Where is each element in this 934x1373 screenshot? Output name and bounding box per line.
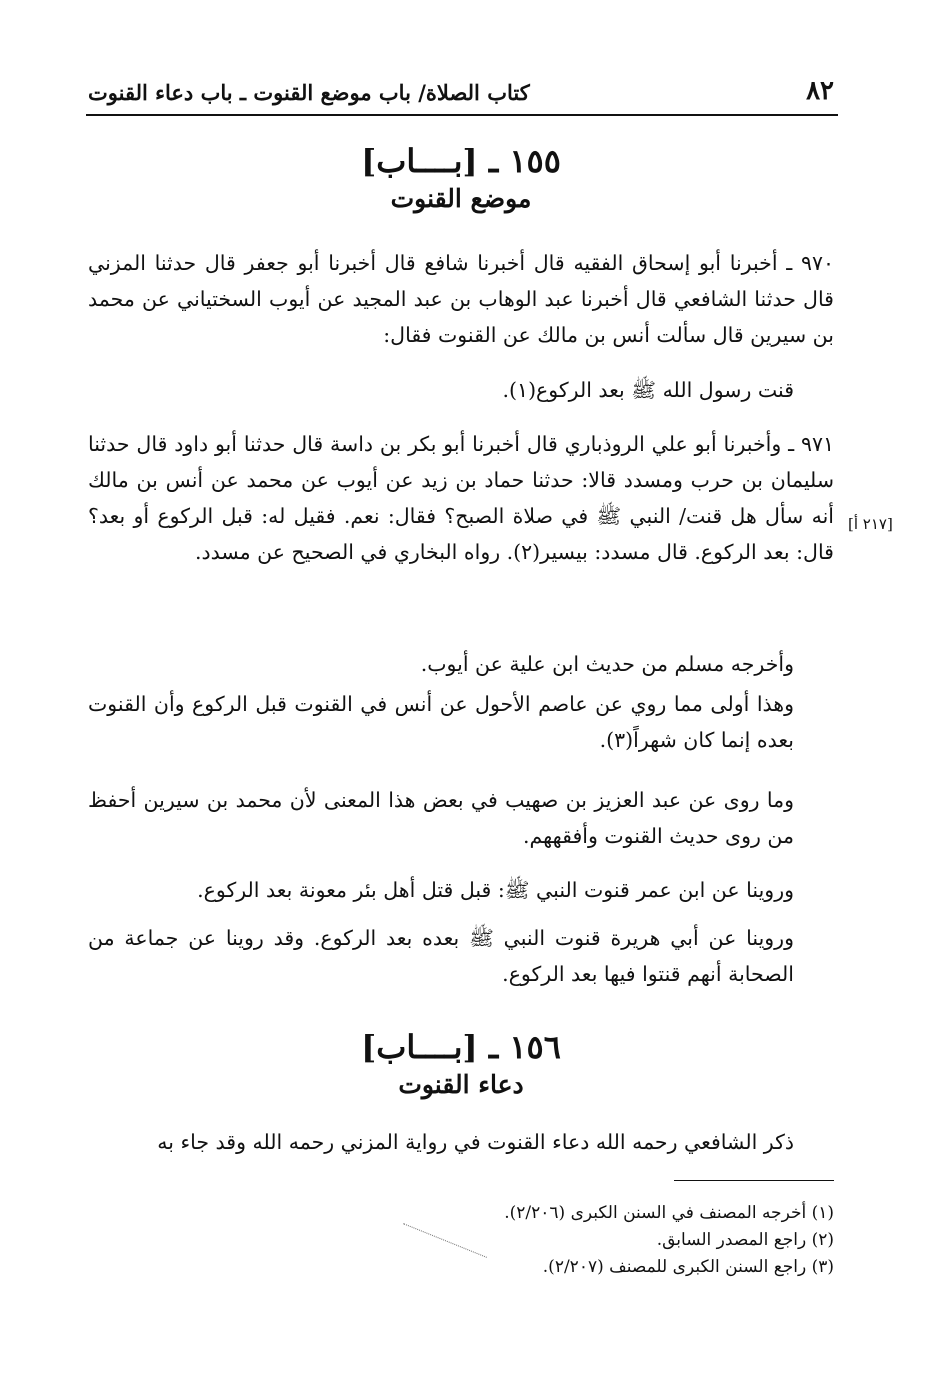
paragraph-asim: وهذا أولى مما روي عن عاصم الأحول عن أنس في القنوت قبل الركوع وأن القنوت بعده إنما كان شهراً(٣).: [88, 692, 794, 752]
paragraph-hadith-text: قنت رسول الله ﷺ بعد الركوع(١).: [502, 378, 794, 402]
paragraph-abdulaziz: وما روى عن عبد العزيز بن صهيب في بعض هذا المعنى لأن محمد بن سيرين أحفظ من روى حديث القنوت وأفقههم.: [88, 788, 794, 848]
section-title: موضع القنوت: [390, 184, 532, 213]
section-number: ١٥٥ ـ [بــــاب]: [361, 142, 561, 180]
footnote-1: (١) أخرجه المصنف في السنن الكبرى (٢/٢٠٦).: [504, 1203, 834, 1223]
page-number: ٨٢: [806, 76, 834, 106]
paragraph-971: ٩٧١ ـ وأخبرنا أبو علي الروذباري قال أخبرنا أبو بكر بن داسة قال حدثنا أبو داود قال حدثنا سليمان بن حرب ومسدد قالا: حدثنا حماد بن زيد عن أيوب عن محمد عن أنس بن مالك أنه سأل هل قنت/ النبي ﷺ في صلاة الصبح؟ فقال: نعم. فقيل له: قبل الركوع أو بعد؟ قال: بعد الركوع. قال مسدد: بيسير(٢). رواه البخاري في الصحيح عن مسدد.: [88, 432, 834, 564]
section-155-heading: [88, 142, 834, 213]
margin-note: [٢١٧ أ]: [848, 515, 893, 533]
footnote-3: (٣) راجع السنن الكبرى للمصنف (٢/٢٠٧).: [542, 1257, 834, 1277]
paragraph-ibn-umar: وروينا عن ابن عمر قنوت النبي ﷺ: قبل قتل أهل بئر معونة بعد الركوع.: [197, 878, 794, 902]
section-title: دعاء القنوت: [398, 1070, 524, 1099]
footnote-divider: [674, 1180, 834, 1181]
paragraph-abu-hurayra: وروينا عن أبي هريرة قنوت النبي ﷺ بعده بعد الركوع. وقد روينا عن جماعة من الصحابة أنهم قنتوا فيها بعد الركوع.: [88, 926, 794, 986]
footnotes: [300, 1200, 834, 1281]
paragraph-shafii: ذكر الشافعي رحمه الله دعاء القنوت في رواية المزني رحمه الله وقد جاء به: [157, 1130, 794, 1154]
section-number: ١٥٦ ـ [بــــاب]: [361, 1028, 561, 1066]
paragraph-970: ٩٧٠ ـ أخبرنا أبو إسحاق الفقيه قال أخبرنا شافع قال أخبرنا أبو جعفر قال حدثنا المزني قال حدثنا الشافعي قال أخبرنا عبد الوهاب بن عبد المجيد عن أيوب السختياني عن محمد بن سيرين قال سألت أنس بن مالك عن القنوت فقال:: [88, 251, 834, 347]
footnote-2: (٢) راجع المصدر السابق.: [656, 1230, 834, 1250]
page-header: [88, 72, 834, 112]
section-156-heading: [88, 1028, 834, 1099]
running-title: كتاب الصلاة/ باب موضع القنوت ـ باب دعاء القنوت: [88, 80, 530, 105]
paragraph-muslim: وأخرجه مسلم من حديث ابن علية عن أيوب.: [420, 652, 794, 676]
header-divider: [86, 114, 838, 116]
